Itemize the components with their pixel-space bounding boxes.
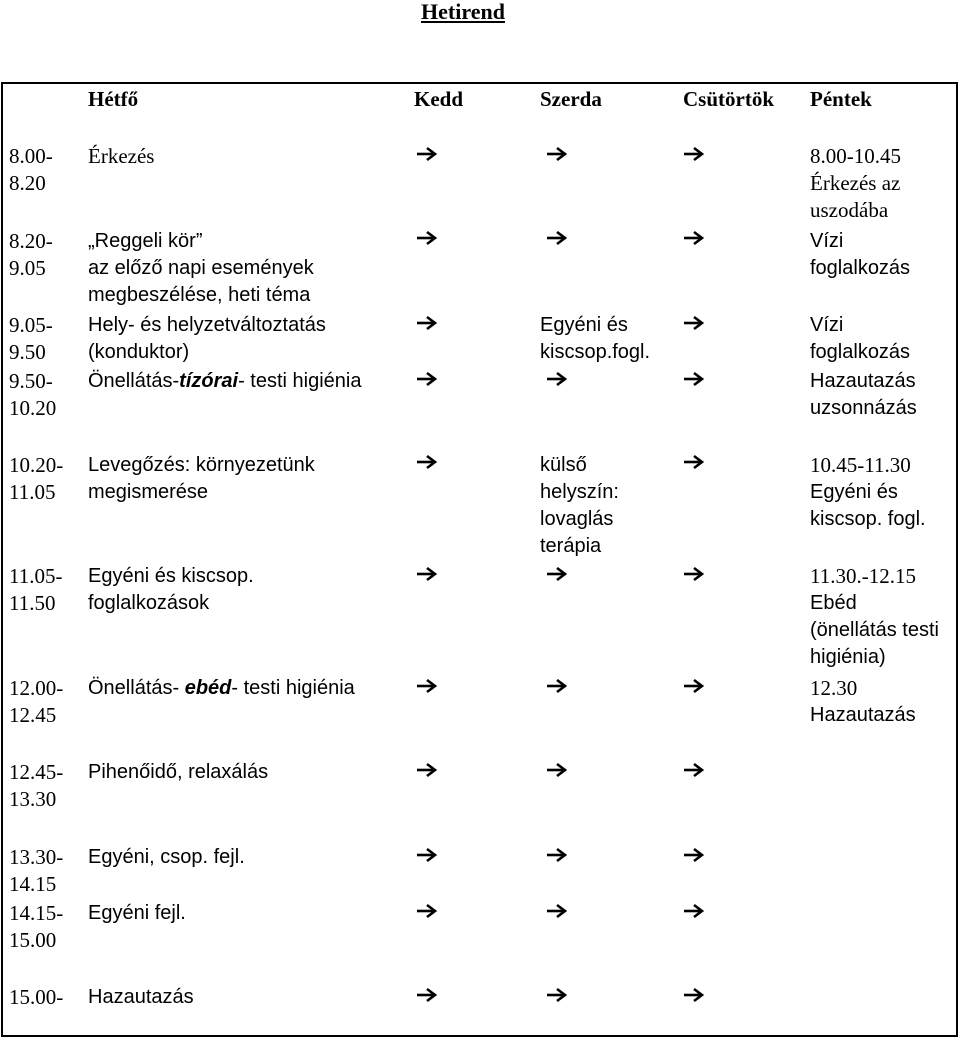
activity-monday: „Reggeli kör” az előző napi események megbeszélése, heti téma — [88, 230, 314, 306]
right-arrow-icon — [546, 371, 568, 387]
activity-monday: Önellátás-tízórai- testi higiénia — [88, 370, 362, 392]
activity-monday: Egyéni, csop. fejl. — [88, 846, 245, 868]
right-arrow-icon — [683, 371, 705, 387]
right-arrow-icon — [546, 230, 568, 246]
right-arrow-icon — [683, 230, 705, 246]
header-wednesday: Szerda — [540, 87, 602, 111]
right-arrow-icon — [683, 146, 705, 162]
right-arrow-icon — [416, 566, 438, 582]
page-title: Hetirend — [421, 0, 505, 24]
header-friday: Péntek — [810, 87, 872, 111]
right-arrow-icon — [683, 987, 705, 1003]
activity-friday: 10.45-11.30 Egyéni és kiscsop. fogl. — [810, 453, 926, 530]
right-arrow-icon — [546, 566, 568, 582]
activity-monday: Egyéni fejl. — [88, 902, 186, 924]
right-arrow-icon — [683, 762, 705, 778]
time-slot: 9.05- 9.50 — [9, 313, 53, 364]
right-arrow-icon — [683, 903, 705, 919]
right-arrow-icon — [416, 230, 438, 246]
right-arrow-icon — [416, 903, 438, 919]
time-slot: 12.45- 13.30 — [9, 760, 64, 811]
right-arrow-icon — [416, 987, 438, 1003]
activity-monday: Hely- és helyzetváltoztatás (konduktor) — [88, 314, 326, 363]
schedule-table — [1, 82, 958, 1037]
header-thursday: Csütörtök — [683, 87, 775, 111]
activity-monday: Egyéni és kiscsop. foglalkozások — [88, 565, 254, 614]
activity-monday: Levegőzés: környezetünk megismerése — [88, 454, 315, 503]
time-slot: 8.00- 8.20 — [9, 144, 53, 195]
right-arrow-icon — [546, 146, 568, 162]
right-arrow-icon — [416, 371, 438, 387]
right-arrow-icon — [546, 987, 568, 1003]
activity-friday: Vízi foglalkozás — [810, 230, 911, 279]
time-slot: 12.00- 12.45 — [9, 676, 64, 727]
activity-wednesday: Egyéni és kiscsop.fogl. — [540, 314, 651, 363]
activity-friday: 12.30 Hazautazás — [810, 676, 916, 726]
right-arrow-icon — [416, 762, 438, 778]
right-arrow-icon — [683, 566, 705, 582]
right-arrow-icon — [416, 315, 438, 331]
time-slot: 10.20- 11.05 — [9, 453, 64, 504]
right-arrow-icon — [416, 847, 438, 863]
activity-wednesday: külső helyszín: lovaglás terápia — [540, 454, 619, 557]
right-arrow-icon — [416, 678, 438, 694]
right-arrow-icon — [546, 762, 568, 778]
time-slot: 13.30- 14.15 — [9, 845, 64, 896]
header-tuesday: Kedd — [414, 87, 464, 111]
time-slot: 15.00- — [9, 985, 64, 1009]
activity-friday: 8.00-10.45 Érkezés az uszodába — [810, 144, 901, 222]
time-slot: 14.15- 15.00 — [9, 901, 64, 952]
time-slot: 9.50- 10.20 — [9, 369, 57, 420]
right-arrow-icon — [683, 847, 705, 863]
activity-friday: Vízi foglalkozás — [810, 314, 911, 363]
right-arrow-icon — [683, 315, 705, 331]
activity-monday: Hazautazás — [88, 986, 194, 1008]
right-arrow-icon — [416, 146, 438, 162]
activity-friday: Hazautazás uzsonnázás — [810, 370, 917, 419]
activity-monday: Önellátás- ebéd- testi higiénia — [88, 677, 355, 699]
header-monday: Hétfő — [88, 87, 139, 111]
right-arrow-icon — [683, 678, 705, 694]
activity-monday: Pihenőidő, relaxálás — [88, 761, 269, 783]
activity-friday: 11.30.-12.15 Ebéd (önellátás testi higiénia) — [810, 564, 939, 668]
time-slot: 11.05- 11.50 — [9, 564, 63, 615]
right-arrow-icon — [546, 678, 568, 694]
right-arrow-icon — [546, 847, 568, 863]
right-arrow-icon — [683, 454, 705, 470]
time-slot: 8.20- 9.05 — [9, 229, 53, 280]
right-arrow-icon — [416, 454, 438, 470]
activity-monday: Érkezés — [88, 144, 155, 168]
right-arrow-icon — [546, 903, 568, 919]
